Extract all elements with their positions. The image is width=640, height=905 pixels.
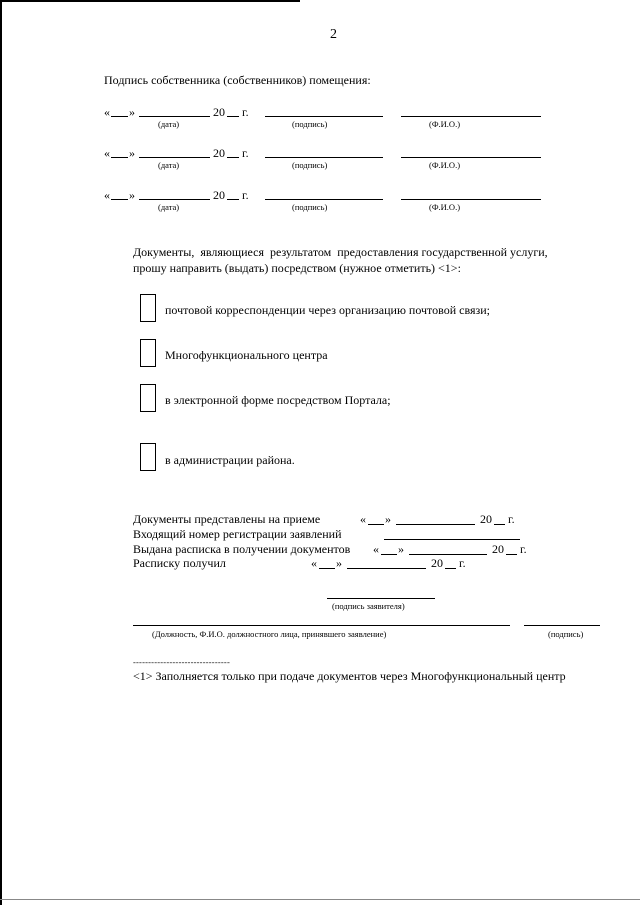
docs-presented-month-line[interactable] <box>396 524 475 525</box>
docs-presented-year-prefix: 20 <box>480 512 492 526</box>
owner-signature-title: Подпись собственника (собственников) помещения: <box>104 73 371 87</box>
docs-presented-year-suffix: г. <box>508 512 515 526</box>
option-label: в администрации района. <box>165 453 295 467</box>
option-checkbox[interactable] <box>140 443 156 471</box>
receipt-received-month-line[interactable] <box>347 568 426 569</box>
year-line[interactable] <box>227 199 239 200</box>
receipt-received-quote-close: » <box>336 556 342 570</box>
docs-presented-quote-close: » <box>385 512 391 526</box>
scan-edge-bottom <box>0 899 640 900</box>
docs-presented-day-line[interactable] <box>368 524 384 525</box>
quote-open: « <box>104 105 110 119</box>
year-line[interactable] <box>227 116 239 117</box>
receipt-issued-day-line[interactable] <box>381 554 397 555</box>
option-label: почтовой корреспонденции через организацию почтовой связи; <box>165 303 491 317</box>
option-label: Многофункционального центра <box>165 348 328 362</box>
quote-open: « <box>104 188 110 202</box>
month-line[interactable] <box>139 116 210 117</box>
incoming-number-label: Входящий номер регистрации заявлений <box>133 527 342 541</box>
receipt-issued-quote-close: » <box>398 542 404 556</box>
official-signature-line[interactable] <box>524 625 600 626</box>
applicant-signature-line[interactable] <box>327 598 435 599</box>
incoming-number-line[interactable] <box>384 539 520 540</box>
docs-presented-label: Документы представлены на приеме <box>133 512 321 526</box>
date-label: (дата) <box>158 160 180 170</box>
receipt-issued-label: Выдана расписка в получении документов <box>133 542 351 556</box>
year-suffix: г. <box>242 188 249 202</box>
year-prefix: 20 <box>213 188 225 202</box>
option-checkbox[interactable] <box>140 294 156 322</box>
delivery-intro-line2: прошу направить (выдать) посредством (нужное отметить) <1>: <box>133 261 461 275</box>
option-checkbox[interactable] <box>140 384 156 412</box>
receipt-issued-year-suffix: г. <box>520 542 527 556</box>
name-line[interactable] <box>401 199 541 200</box>
receipt-received-year-line[interactable] <box>445 568 456 569</box>
year-line[interactable] <box>227 157 239 158</box>
signature-label: (подпись) <box>292 160 328 170</box>
year-suffix: г. <box>242 105 249 119</box>
date-label: (дата) <box>158 202 180 212</box>
receipt-received-year-prefix: 20 <box>431 556 443 570</box>
applicant-signature-label: (подпись заявителя) <box>332 601 405 611</box>
quote-close: » <box>129 188 135 202</box>
quote-open: « <box>104 146 110 160</box>
month-line[interactable] <box>139 199 210 200</box>
receipt-received-quote-open: « <box>311 556 317 570</box>
footnote-text: <1> Заполняется только при подаче документов через Многофункциональный центр <box>133 669 566 683</box>
official-label: (Должность, Ф.И.О. должностного лица, принявшего заявление) <box>152 629 387 639</box>
signature-label: (подпись) <box>292 119 328 129</box>
signature-line[interactable] <box>265 116 383 117</box>
signature-line[interactable] <box>265 157 383 158</box>
name-label: (Ф.И.О.) <box>429 119 461 129</box>
quote-close: » <box>129 146 135 160</box>
official-line[interactable] <box>133 625 510 626</box>
scan-edge-top <box>0 0 300 2</box>
month-line[interactable] <box>139 157 210 158</box>
receipt-received-day-line[interactable] <box>319 568 335 569</box>
signature-line[interactable] <box>265 199 383 200</box>
name-label: (Ф.И.О.) <box>429 160 461 170</box>
delivery-intro-line1: Документы, являющиеся результатом предоставления государственной услуги, <box>133 245 548 259</box>
receipt-issued-year-line[interactable] <box>506 554 517 555</box>
day-line[interactable] <box>111 157 128 158</box>
name-line[interactable] <box>401 116 541 117</box>
day-line[interactable] <box>111 116 128 117</box>
date-label: (дата) <box>158 119 180 129</box>
receipt-issued-year-prefix: 20 <box>492 542 504 556</box>
official-signature-label: (подпись) <box>548 629 584 639</box>
receipt-issued-quote-open: « <box>373 542 379 556</box>
receipt-received-label: Расписку получил <box>133 556 226 570</box>
name-label: (Ф.И.О.) <box>429 202 461 212</box>
option-label: в электронной форме посредством Портала; <box>165 393 391 407</box>
receipt-issued-month-line[interactable] <box>409 554 487 555</box>
scan-edge-left <box>0 0 2 905</box>
docs-presented-year-line[interactable] <box>494 524 505 525</box>
year-prefix: 20 <box>213 105 225 119</box>
footnote-separator: -------------------------------- <box>133 657 230 667</box>
name-line[interactable] <box>401 157 541 158</box>
docs-presented-quote-open: « <box>360 512 366 526</box>
page-number: 2 <box>330 27 337 42</box>
receipt-received-year-suffix: г. <box>459 556 466 570</box>
signature-label: (подпись) <box>292 202 328 212</box>
option-checkbox[interactable] <box>140 339 156 367</box>
year-prefix: 20 <box>213 146 225 160</box>
year-suffix: г. <box>242 146 249 160</box>
day-line[interactable] <box>111 199 128 200</box>
quote-close: » <box>129 105 135 119</box>
